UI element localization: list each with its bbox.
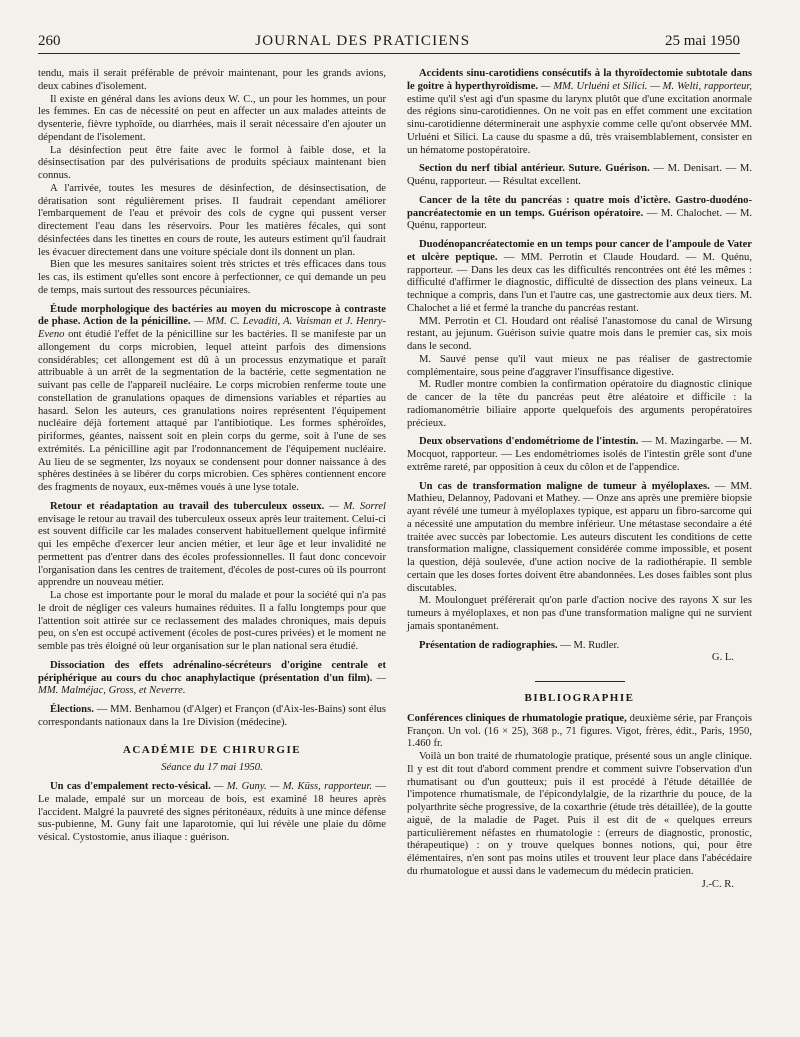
article-body: — MM. Mathieu, Delannoy, Padovani et Mathey. — Onze ans après une première biopsie ayant révélé une tumeur à myéloplaxes typique, est apparu un fibro-sarcome qui a nécessité une amputation du membre inférieur. Une métastase secondaire a été traitée avec succès par lobectomie. Les auteurs discutent les conditions de cette transformation maligne, classiquement considérée comme impossible, et posent la question, déjà soulevée, d'une action nocive de la radiothérapie. Il semble certain que les doses fortes doivent être abandonnées. Les doses faibles sont plus discutables. [407, 480, 752, 594]
article-title: Dissociation des effets adrénalino-sécréteurs d'origine centrale et périphérique au cours du choc anaphylactique (présentation d'un film). [38, 659, 386, 684]
paragraph: M. Rudler montre combien la confirmation opératoire du diagnostic clinique de cancer de la tête du pancréas peut être aléatoire et difficile : la radiomanométrie biliaire apporte quelquefois des arguments peropératoires précieux. [407, 379, 752, 429]
article-title: Duodénopancréatectomie en un temps pour cancer de l'ampoule de Vater et ulcère peptique. [407, 239, 752, 263]
article-title: Élections. [50, 704, 94, 715]
section-heading: BIBLIOGRAPHIE [524, 692, 635, 704]
article-endometriome [407, 436, 752, 474]
article-title: Étude morphologique des bactéries au moyen du microscope à contraste de phase. Action de la pénicilline. [38, 303, 386, 328]
article-body: ont étudié l'effet de la pénicilline sur les bactéries. Il se manifeste par un allongement du corps microbien, lequel atteint parfois des dimensions considérables; cet allongement est dû à un processus enzymatique et paraît attribuable à un arrêt de la segmentation de la bactérie, cette segmentation ne suivant pas celle de l'appareil nucléaire. Le corps microbien renferme toute une constellation de granulations opaques de dimensions variables et réparties au hasard. Selon les auteurs, ces granulations noires représentent l'équipement nucléaire déjà fortement attaqué par l'antibiotique. Les formes sphéroïdes, piriformes, géantes, naissent soit en plein corps du germe, soit à l'une de ses extrémités. La pénicilline agit par l'rodonnancement de l'équipement nucléaire. Au lieu de se segmenter, lzs noyaux se condensent pour donner naissance à des sphères destinées à se libérer du corps microbien. Ces sphères contiennent encore des fragments de noyaux, eux-mêmes voués à une lyse totale. [38, 329, 386, 493]
left-column [38, 68, 386, 845]
article-authors: — MM. Urluéni et Silici. — M. Welti, rapporteur, [541, 80, 752, 92]
article-title: Accidents sinu-carotidiens consécutifs à la thyroïdectomie subtotale dans le goitre à hyperthyroïdisme. [407, 68, 752, 92]
article-body: — M. Mazingarbe. — M. Mocquot, rapporteur. — Les endométriomes isolés de l'intestin grêle sont d'une extrême rareté, par opposition à ceux du côlon et de l'appendice. [407, 436, 753, 473]
journal-title: JOURNAL DES PRATICIENS [255, 33, 471, 49]
article-title: Un cas de transformation maligne de tumeur à myéloplaxes. [419, 480, 710, 492]
article-body: — M. Denisart. — M. Quénu, rapporteur. — Résultat excellent. [407, 163, 752, 187]
paragraph: La chose est importante pour le moral du malade et pour la société qui n'a pas le droit de négliger ces valeurs humaines réduites. Il a fallu longtemps pour que l'attention soit attirée sur ce reclassement des malades chroniques, mais depuis peu, on s'en est occupé activement (écoles de post-cures privées) et le moment ne semble pas très éloigné où leur organisation sur le plan national sera étudié. [38, 590, 386, 652]
article-dissociation [38, 660, 386, 698]
article-authors: — MM. C. Levaditi, A. Vaisman et J. Henry-Eveno [38, 316, 386, 340]
article-sinu [407, 68, 752, 157]
paragraph: M. Sauvé pense qu'il vaut mieux ne pas réaliser de gastrectomie complémentaire, sous peine d'aggraver l'insuffisance digestive. [407, 353, 752, 378]
article-authors: — MM. Malméjac, Gross, et Neverre. [38, 672, 386, 697]
signature: J.-C. R. [701, 878, 734, 890]
article-title: Retour et réadaptation au travail des tuberculeux osseux. [50, 500, 325, 512]
bibliography-reference [407, 713, 752, 751]
article-title: Cancer de la tête du pancréas : quatre mois d'ictère. Gastro-duodéno-pancréatectomie en un temps. Guérison opératoire. [407, 194, 752, 219]
issue-date: 25 mai 1950 [665, 33, 740, 49]
paragraph: Il existe en général dans les avions deux W. C., un pour les hommes, un pour les femmes. En cas de nécessité on peut en affecter un aux malades atteints de dysenterie, fièvre typhoïde, ou diarrhées, mais il serait nécessaire d'en ajouter un dépendant de l'isolement. [38, 93, 386, 143]
reference-details: deuxième série, par François Françon. Un vol. (16 × 25), 368 p., 71 figures. Vigot, frères, édit., Paris, 1950, 1.460 fr. [407, 712, 752, 750]
article-authors: — M. Guny. — M. Küss, rapporteur. [214, 781, 373, 792]
article-body: — M. Chalochet. — M. Quénu, rapporteur. [407, 207, 753, 232]
article-body: — MM. Perrotin et Claude Houdard. — M. Quénu, rapporteur. — Dans les deux cas les difficultés rencontrées ont été les mêmes : difficulté d'affirmer le diagnostic, difficulté de dissection des plans veineux. La technique a compris, dans l'un et l'autre cas, une gastrectomie aux deux tiers. M. Chalochet a lié et fermé la tranche du pancréas restant. [407, 251, 752, 314]
article-body: envisage le retour au travail des tuberculeux osseux après leur traitement. Celui-ci est souvent difficile car les malades conservent habituellement quelque infirmité qui les empêche d'exercer leur ancien métier, et leur âge et leur invalidité ne permettent pas d'entrer dans des écoles professionnelles. Il faut donc concevoir l'organisation dans les centres de traitement, d'écoles de post-cures où ils pourront apprendre un nouveau métier. [38, 513, 386, 589]
page-number: 260 [38, 33, 61, 49]
article-elections [38, 704, 386, 730]
paragraph: M. Moulonguet préférerait qu'on parle d'action nocive des rayons X sur les tumeurs à myéloplaxes, et non pas d'une transformation maligne qui ne survient jamais spontanément. [407, 595, 752, 632]
page-header [38, 24, 740, 54]
reference-title: Conférences cliniques de rhumatologie pratique, [407, 712, 627, 724]
article-title: Présentation de radiographies. [419, 639, 558, 651]
review-text: Voilà un bon traité de rhumatologie pratique, présenté sous un angle clinique. Il y est dit tout d'abord comment prendre et comment suivre l'observation d'un rhumatisant ou d'un goutteux; puis il est procédé à l'étude détaillée de l'impotence rhumatismale, de l'épicondylalgie, de la rizarthrie du pouce, de la polyarthrite sèche progressive, de la coxarthrie (étude très détaillée), de la goutte aiguë, de la maladie de Paget. Puis il est dit de « quelques erreurs particulièrement néfastes en rhumatologie : (erreurs de diagnostic, pronostic, thérapeutique) : on y trouve quelques bonnes notions, qui, pour être élémentaires, n'en sont pas moins utiles et trouvent leur place dans l'abécédaire du rhumatologue et aussi dans le vademecum du médecin praticien. [407, 751, 752, 877]
paragraph: La désinfection peut être faite avec le formol à faible dose, et la désinsectisation par des pulvérisations de produits spéciaux maintenant bien connus. [38, 144, 386, 181]
article-body: — M. Rudler. [560, 639, 620, 651]
section-heading: ACADÉMIE DE CHIRURGIE [122, 743, 302, 756]
article-nerf [407, 163, 752, 189]
signature: G. L. [711, 652, 734, 664]
paragraph: Bien que les mesures sanitaires soient très strictes et très efficaces dans tous les cas, ils estiment qu'elles sont encore à perfectionner, ce qui demande un peu de temps, mais surtout des ressources pécuniaires. [38, 259, 386, 296]
article-authors: — M. Sorrel [329, 500, 386, 512]
article-body: — MM. Benhamou (d'Alger) et Françon (d'Aix-les-Bains) sont élus correspondants nationaux dans la 1re Division (médecine). [38, 704, 386, 728]
article-myeloplaxes [407, 481, 752, 596]
article-vater [407, 239, 752, 316]
article-tuberculeux [38, 501, 386, 590]
seance-date: Séance du 17 mai 1950. [161, 762, 263, 774]
article-title: Un cas d'empalement recto-vésical. [50, 781, 211, 792]
article-penicilline [38, 304, 386, 495]
article-title: Deux observations d'endométriome de l'intestin. [419, 436, 639, 448]
article-radiographies [407, 640, 752, 653]
article-body: estime qu'il s'est agi d'un spasme du larynx plutôt que d'une excitation anormale des régions sinu-carotidiennes. On ne voit pas en effet comment une excitation sinu-carotidienne déterminerait une asphyxie comme celle qu'ont observée MM. Urluéni et Silici. La cause du spasme a dû, très vraisemblablement, consister en un hématome postopératoire. [407, 93, 752, 156]
paragraph: tendu, mais il serait préférable de prévoir maintenant, pour les grands avions, deux cabines d'isolement. [38, 68, 386, 92]
paragraph: MM. Perrotin et Cl. Houdard ont réalisé l'anastomose du canal de Wirsung restant, au jejunum. Guérison suivie quatre mois dans le premier cas, six mois dans le second. [407, 315, 752, 352]
article-empalement [38, 781, 386, 845]
paragraph: A l'arrivée, toutes les mesures de désinfection, de désinsectisation, de dératisation sont régulièrement prises. Il faudrait cependant améliorer l'embarquement de l'eau et prévoir des cols de cygne qui pussent verser directement l'eau dans les réservoirs. Pour les matières fécales, qui sont désinfectées dans les tinettes en cours de route, les auteurs estiment qu'il faudrait les évacuer directement dans une voiture spéciale dont ils donnent un plan. [38, 182, 386, 258]
article-body: — Le malade, empalé sur un morceau de bois, est examiné 18 heures après l'accident. Malgré la pauvreté des signes péritonéaux, réduits à une mince défense sus-pubienne, M. Guny fait une laparotomie, qui lui révèle une plaie du dôme vésical. Cystostomie, anus iliaque : guérison. [38, 781, 386, 843]
right-column [407, 68, 752, 891]
article-pancreas [407, 195, 752, 233]
divider [535, 681, 625, 682]
article-title: Section du nerf tibial antérieur. Suture. Guérison. [419, 163, 650, 175]
